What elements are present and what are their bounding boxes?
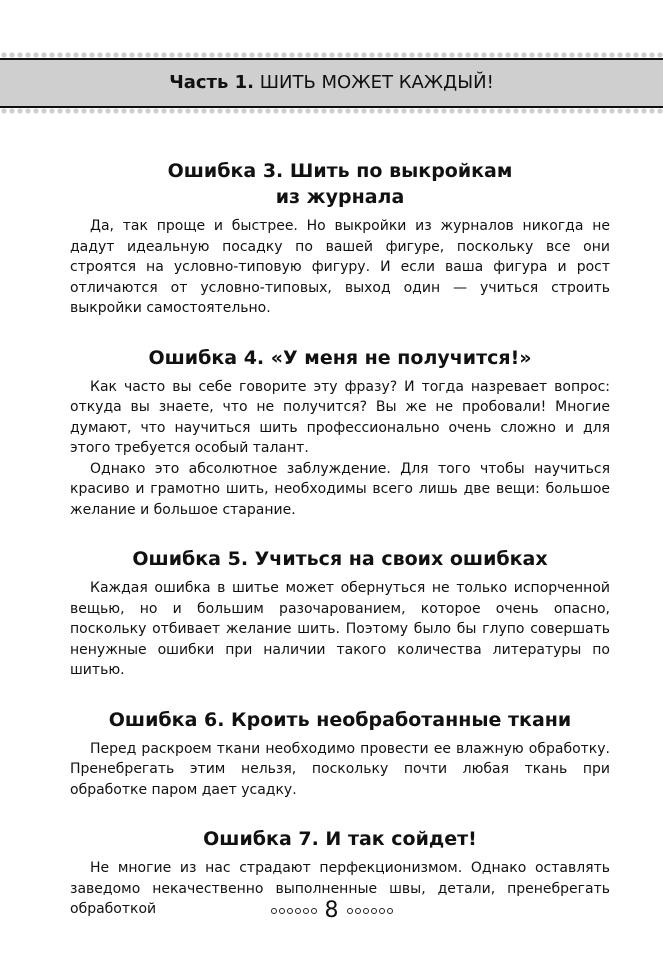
page-content	[70, 158, 610, 946]
paragraph: Каждая ошибка в шитье может обернуться не только испорченной вещью, но и большим разочарованием, которое очень опасно, поскольку отбивает желание шить. Поэтому было бы глупо совершать ненужные ошибки при наличии такого количества литературы по шитью.	[70, 580, 610, 678]
section-error-4	[70, 345, 610, 521]
section-heading: Ошибка 5. Учиться на своих ошибках	[132, 548, 548, 570]
paragraph: Как часто вы себе говорите эту фразу? И тогда назревает вопрос: откуда вы знаете, что не получится? Вы же не пробовали! Многие думают, что научиться шить профессионально очень сложно и для этого требуется особый талант.	[70, 378, 610, 456]
paragraph: Перед раскроем ткани необходимо провести ее влажную обработку. Пренебрегать этим нельзя, поскольку почти любая ткань при обработке паром дает усадку.	[70, 740, 610, 798]
part-title: ШИТЬ МОЖЕТ КАЖДЫЙ!	[259, 72, 494, 93]
section-heading: Ошибка 4. «У меня не получится!»	[148, 346, 532, 369]
section-error-3	[70, 158, 610, 319]
running-header	[0, 50, 663, 116]
heading-line: Ошибка 3. Шить по выкройкам	[167, 160, 513, 182]
header-scallop-bottom	[0, 108, 663, 114]
paragraph: Да, так проще и быстрее. Но выкройки из журналов никогда не дадут идеальную посадку по вашей фигуре, поскольку все они строятся на условно-типовую фигуру. И если ваша фигура и рост отличаются от условно-типовых, выход один — учиться строить выкройки самостоятельно.	[70, 218, 610, 316]
page-footer	[0, 898, 663, 924]
ornament-right-icon	[347, 908, 393, 914]
header-title	[0, 72, 663, 94]
paragraph: Однако это абсолютное заблуждение. Для того чтобы научиться красиво и грамотно шить, необходимы всего лишь две вещи: большое желание и большое старание.	[70, 460, 610, 518]
part-label: Часть 1.	[169, 72, 254, 93]
ornament-left-icon	[271, 908, 317, 914]
section-heading: Ошибка 6. Кроить необработанные ткани	[108, 708, 572, 731]
section-heading: Ошибка 7. И так сойдет!	[203, 828, 477, 850]
section-error-6	[70, 707, 610, 801]
heading-line: из журнала	[275, 186, 405, 208]
paragraph: Не многие из нас страдают перфекционизмом. Однако оставлять заведомо некачественно выполненные швы, детали, пренебрегать обработкой	[70, 860, 610, 917]
page-number: 8	[324, 898, 339, 923]
section-heading	[70, 158, 610, 210]
section-error-5	[70, 546, 610, 681]
